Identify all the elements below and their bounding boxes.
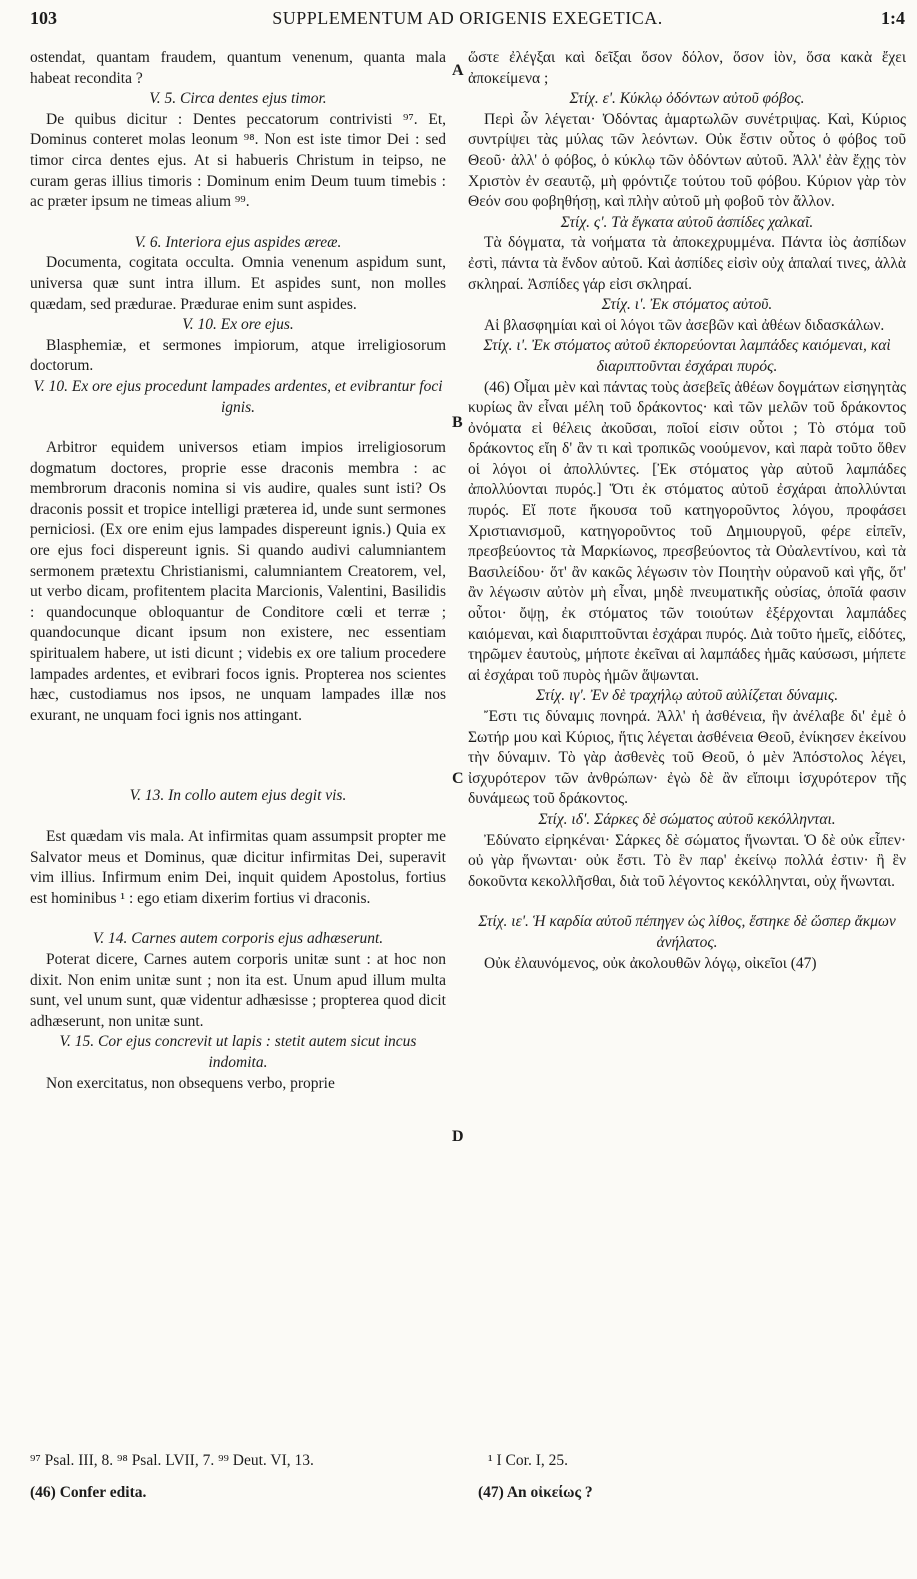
latin-text: De quibus dicitur : Dentes peccatorum contrivisti ⁹⁷. Et, Dominus conteret molas leonum ⁹⁸. Non est iste timor Dei : sed timor circa dentes ejus. At si habueris Christum in teipso, ne curam geras illius timoris : Dominum enim Deum tuum timebis : ac præter ipsum ne timeas alium ⁹⁹.	[30, 110, 446, 211]
latin-column	[30, 48, 446, 1094]
greek-verse-heading: Στίχ. ιδ'. Σάρκες δὲ σώματος αὐτοῦ κεκόλληνται.	[538, 810, 836, 828]
greek-text: (46) Οἶμαι μὲν καὶ πάντας τοὺς ἀσεβεῖς ἀθέων δογμάτων εἰσηγητὰς κυρίως ἂν εἶναι μέλη τοῦ δράκοντος· καὶ τῶν μελῶν τοῦ δράκοντος ὀνόματα εἰ θέλεις ἀκοῦσαι, ποῖοί εἰσιν οὗτοι ; Τὸ στόμα τοῦ δράκοντος εἴη δ' ἂν τι καὶ τροπικῶς νοούμενον, καὶ παρὰ τοῦτο ὅθεν οἱ λόγοι οἱ ἀπολλύντες. [Ἐκ στόματος γὰρ αὐτοῦ λαμπάδες ἀπολλύονται πυρός.] Ὅτι ἐκ στόματος αὐτοῦ ἐσχάραι ἀπολλύνται πυρός. Εἴ ποτε ἤκουσα τοῦ κατηγοροῦντος λόγου, προφάσει Χριστιανισμοῦ, κατηγοροῦντος τοῦ Δημιουργοῦ, φέρε εἰπεῖν, πρεσβεύοντος τὰ Μαρκίωνος, πρεσβεύοντος τὰ Οὐαλεντίνου, καὶ τὰ Βασιλείδου· ὅτ' ἂν κακῶς λέγωσιν τὸν Ποιητὴν οὐρανοῦ καὶ γῆς, ὅτ' ἂν λέγωσιν αὐτὸν μὴ εἶναι, μηδὲ πνευματικῆς οὐσίας, ὁποῖά φασιν οὗτοι· ὄψῃ, ἐκ στόματος τῶν τοιούτων ἐξέρχονται λαμπάδες καιόμεναι, καὶ διαριπτοῦνται ἐσχάραι πυρός. Διὰ τοῦτο ἡμεῖς, εἰδότες, τηρῶμεν ἑαυτοὺς, μήποτε ἐκεῖναι αἱ λαμπάδες ἡμᾶς καύσωσι, μήπετε αἱ ἐσχάραι τοῦ πυρὸς ἡμῶν ἅψωνται.	[468, 378, 906, 684]
latin-text: Arbitror equidem universos etiam impios irreligiosorum dogmatum doctores, proprie esse draconis membra : ac membrorum draconis nomina si vis audire, quales sunt isti? Os draconis possit et tropice intelligi præterea id, unde sunt sermones perniciosi. (Ex ore enim ejus lampades dispereunt ignis.) Quia ex ore ejus foci dispereunt ignis. Si quando audivi calumniantem sermonem prætextu Christianismi, calumniantem Creatorem, vel, ut verbo dicam, profitentem placita Marcionis, Valentini, Basilidis : quandocunque obloquantur de Conditore cœli et terræ ; quandocunque dicant ipsum non existere, nec essentiam spiritualem habere, ut isti dicunt ; videbis ex ore talium procedere lampades ardentes, et evibrari focos ignis. Propterea nos scientes hæc, custodiamus nos ipsos, ne unquam lampades illæ nos exurant, ne unquam foci ignis nos attingant.	[30, 439, 446, 724]
editorial-note-left: (46) Confer edita.	[30, 1484, 147, 1501]
greek-text: Αἱ βλασφημίαι καὶ οἱ λόγοι τῶν ἀσεβῶν καὶ ἀθέων διδασκάλων.	[484, 316, 885, 334]
latin-verse-heading: V. 14. Carnes autem corporis ejus adhæserunt.	[92, 930, 384, 948]
greek-text: Περὶ ὧν λέγεται· Ὀδόντας ἁμαρτωλῶν συνέτριψας. Καὶ, Κύριος συντρίψει τὰς μύλας τῶν λεόντων. Οὐκ ἔστιν οὗτος ὁ φόβος τοῦ Θεοῦ· ἀλλ' ὁ φόβος, ὁ κύκλῳ τῶν ὀδόντων αὐτοῦ. Ἀλλ' ἐὰν ἔχῃς τὸν Χριστὸν ἐν σεαυτῷ, μὴ φρόντιζε τούτου τοῦ φόβου. Κύριον γὰρ τὸν Θεόν σου φοβηθήσῃ, καὶ πλὴν αὐτοῦ μὴ φοβοῦ τὸν ἄλλον.	[468, 110, 906, 211]
latin-text: Est quædam vis mala. At infirmitas quam assumpsit propter me Salvator meus et Dominus, quæ dicitur infirmitas Dei, superavit vim illius. Infirmum enim Dei, inquit quidem Apostolus, fortius est hominibus ¹ : ego etiam dixerim fortius vi draconis.	[30, 828, 446, 907]
running-title: SUPPLEMENTUM AD ORIGENIS EXEGETICA.	[272, 8, 663, 28]
greek-verse-heading: Στίχ. ι'. Ἐκ στόματος αὐτοῦ.	[601, 296, 773, 314]
page-header	[30, 8, 905, 42]
footnote-refs-left: ⁹⁷ Psal. III, 8. ⁹⁸ Psal. LVII, 7. ⁹⁹ Deut. VI, 13.	[30, 1452, 314, 1469]
latin-text: Poterat dicere, Carnes autem corporis unitæ sunt : at hoc non dixit. Non enim unitæ sunt ; non ita est. Unum apud illum multa sunt, vel unum sunt, quæ videntur adhæsisse ; propterea quod dicit adhæserunt, non unitæ sunt.	[30, 950, 446, 1030]
latin-text: Blasphemiæ, et sermones impiorum, atque irreligiosorum doctorum.	[30, 336, 446, 375]
editorial-note-right: (47) An οἰκείως ?	[478, 1484, 593, 1501]
margin-marker-c: C	[452, 770, 464, 787]
latin-text: Non exercitatus, non obsequens verbo, proprie	[46, 1074, 335, 1092]
latin-verse-heading: V. 5. Circa dentes ejus timor.	[149, 90, 327, 108]
latin-verse-heading: V. 6. Interiora ejus aspides æreæ.	[134, 233, 342, 251]
greek-text: Ἔστι τις δύναμις πονηρά. Ἀλλ' ἡ ἀσθένεια, ἣν ἀνέλαβε δι' ἐμὲ ὁ Σωτήρ μου καὶ Κύριος, ἥτις λέγεται ἀσθένεια Θεοῦ, ἐνίκησεν ἐκείνου τὴν δύναμιν. Τὸ γὰρ ἀσθενὲς τοῦ Θεοῦ, ὁ μὲν Ἀπόστολος λέγει, ἰσχυρότερον τῶν ἀνθρώπων· ἐγὼ δὲ ἂν εἴποιμι ἰσχυρότερον τῆς δυνάμεως τοῦ δράκοντος.	[468, 708, 906, 808]
greek-text: Ἐδύνατο εἰρηκέναι· Σάρκες δὲ σώματος ἥνωνται. Ὁ δὲ οὐκ εἶπεν· οὐ γὰρ ἥνωνται· οὐκ ἔστι. Τὸ ἓν παρ' ἐκείνῳ πολλά ἐστιν· ἢ ἓν δοκοῦντα κεκολλῆσθαι, διὰ τοῦ λέγοντος κεκόλληνται, οὐχ ἥνωνται.	[468, 831, 906, 890]
margin-marker-a: A	[452, 62, 464, 79]
latin-verse-heading: V. 10. Ex ore ejus.	[182, 316, 294, 334]
page-number-left: 103	[30, 8, 57, 28]
latin-verse-heading: V. 13. In collo autem ejus degit vis.	[129, 787, 347, 805]
greek-verse-heading: Στίχ. ι'. Ἐκ στόματος αὐτοῦ ἐκπορεύονται λαμπάδες καιόμεναι, καὶ διαριπτοῦνται ἐσχάραι πυρός.	[483, 337, 891, 375]
greek-text: Τὰ δόγματα, τὰ νοήματα τὰ ἀποκεχρυμμένα. Πάντα ἰὸς ἀσπίδων ἐστὶ, πάντα τὰ ἔνδον αὐτοῦ. Καὶ ἀσπίδες εἰσὶν οὐχ ἁπαλαί τινες, ἀλλὰ σκληραί. Ἀσπίδες γάρ εἰσι σκληραί.	[468, 234, 906, 293]
latin-verse-heading: V. 10. Ex ore ejus procedunt lampades ardentes, et evibrantur foci ignis.	[33, 377, 443, 416]
margin-marker-b: B	[452, 414, 463, 431]
margin-marker-d: D	[452, 1128, 464, 1145]
greek-verse-heading: Στίχ. ιγ'. Ἐν δὲ τραχήλῳ αὐτοῦ αὐλίζεται δύναμις.	[535, 687, 839, 705]
greek-column	[468, 48, 906, 974]
greek-verse-heading: Στίχ. ς'. Τὰ ἔγκατα αὐτοῦ ἀσπίδες χαλκαῖ.	[560, 213, 814, 231]
latin-text: Documenta, cogitata occulta. Omnia venenum aspidum sunt, universa quæ sunt intra illum. Et aspides sunt, non molles quædam, sed prædurae. Prædurae enim sunt aspides.	[30, 254, 446, 313]
greek-text: Οὐκ ἐλαυνόμενος, οὐκ ἀκολουθῶν λόγῳ, οἰκεῖοι (47)	[484, 954, 817, 972]
latin-verse-heading: V. 15. Cor ejus concrevit ut lapis : stetit autem sicut incus indomita.	[59, 1033, 417, 1071]
greek-verse-heading: Στίχ. ε'. Κύκλῳ ὀδόντων αὐτοῦ φόβος.	[569, 90, 805, 108]
greek-verse-heading: Στίχ. ιε'. Ἡ καρδία αὐτοῦ πέπηγεν ὡς λίθος, ἕστηκε δὲ ὥσπερ ἄκμων ἀνήλατος.	[478, 913, 896, 951]
page-number-right: 1:4	[881, 8, 905, 28]
greek-text: ὥστε ἐλέγξαι καὶ δεῖξαι ὅσον δόλον, ὅσον ἰὸν, ὅσα κακὰ ἔχει ἀποκείμενα ;	[468, 49, 906, 87]
footnote-refs-right: ¹ I Cor. I, 25.	[488, 1452, 568, 1469]
latin-text: ostendat, quantam fraudem, quantum venenum, quanta mala habeat recondita ?	[30, 49, 446, 87]
